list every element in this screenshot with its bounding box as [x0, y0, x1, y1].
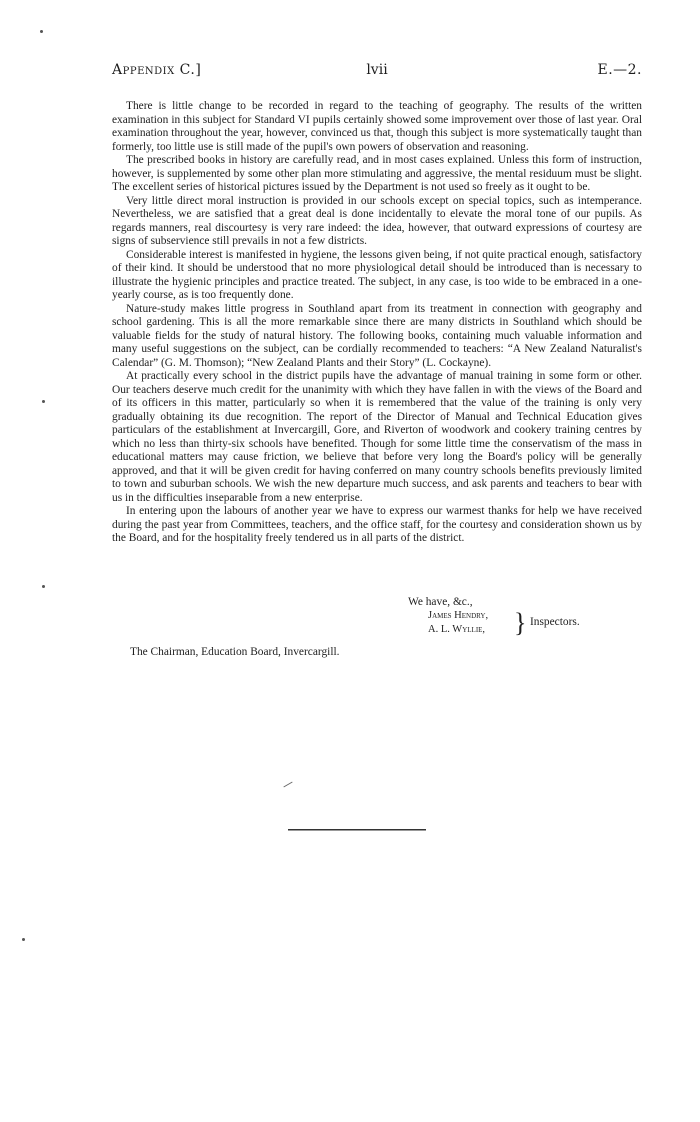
margin-speck — [40, 30, 43, 33]
brace-glyph: } — [514, 607, 527, 638]
end-rule — [288, 829, 426, 831]
signature-block — [112, 596, 642, 640]
document-code: E.—2. — [597, 62, 642, 78]
paragraph-manual-training: At practically every school in the district pupils have the advantage of manual training in some form or other. Our teachers deserve much credit for the unanimity with which they have fallen in with the views of the Board and of its officers in this matter, particularly so when it is remembered that the value of the training is only very gradually obtaining its due recognition. The report of the Director of Manual and Technical Education gives particulars of the establishment at Invercargill, Gore, and Riverton of woodwork and cookery training centres by which no less than thirty-six schools have benefited. Though for some little time the conservatism of the mass in educational matters may cause friction, we believe that before very long the Board's policy will be generally approved, and that it will be given credit for having conferred on many country schools benefits previously limited to town and suburban schools. We wish the new departure much success, and ask parents and teachers to bear with us in the difficulties inseparable from a new enterprise. — [112, 370, 642, 504]
paragraph-history: The prescribed books in history are carefully read, and in most cases explained. Unless this form of instruction, however, is supplemented by some other plan more stimulating and aggressive, the mental residuum must be slight. The excellent series of historical pictures issued by the Department is not used so freely as it ought to be. — [112, 154, 642, 193]
paragraph-moral-instruction: Very little direct moral instruction is provided in our schools except on special topics, such as intemperance. Nevertheless, we are satisfied that a great deal is done incidentally to elevate the moral tone of our pupils. As regards manners, real discourtesy is very rare indeed: the idea, however, that outward expressions of courtesy are signs of subservience still prevails in not a few districts. — [112, 194, 642, 247]
paragraph-nature-study: Nature-study makes little progress in Southland apart from its treatment in connection with geography and school gardening. This is all the more remarkable since there are many districts in Southland which should be valuable fields for the study of natural history. The following books, containing much valuable information and many useful suggestions on the subject, can be cordially recommended to teachers: “A New Zealand Naturalist's Calendar” (G. M. Thomson); “New Zealand Plants and their Story” (L. Cockayne). — [112, 302, 642, 369]
addressee-line: The Chairman, Education Board, Invercargill. — [130, 646, 340, 658]
margin-speck — [42, 585, 45, 588]
paragraph-geography: There is little change to be recorded in regard to the teaching of geography. The results of the written examination in this subject for Standard VI pupils certainly showed some improvement over those of last year. Oral examination throughout the year, however, convinced us that, though this subject is more systematically taught than formerly, too little use is still made of the pupil's own powers of observation and reasoning. — [112, 100, 642, 153]
signatory-role: Inspectors. — [530, 616, 580, 628]
paragraph-hygiene: Considerable interest is manifested in hygiene, the lessons given being, if not quite practical enough, satisfactory of their kind. It should be understood that no more physiological detail should be introduced than is necessary to illustrate the hygienic principles and practice treated. The subject, in any case, is too wide to be embraced in a one-yearly course, as is too frequently done. — [112, 248, 642, 301]
closing-phrase: We have, &c., — [408, 596, 473, 608]
report-body — [112, 100, 642, 546]
page-number: lvii — [366, 62, 388, 78]
stray-pen-mark — [283, 782, 292, 788]
margin-speck — [22, 938, 25, 941]
signatory-name: James Hendry, — [428, 610, 489, 621]
margin-speck — [42, 400, 45, 403]
paragraph-thanks: In entering upon the labours of another year we have to express our warmest thanks for help we have received during the past year from Committees, teachers, and the office staff, for the courtesy and consideration shown us by the Board, and for the hospitality freely tendered us in all parts of the district. — [112, 505, 642, 544]
page-header — [112, 62, 642, 86]
appendix-label: Appendix C.] — [112, 62, 202, 78]
signatory-name: A. L. Wyllie, — [428, 624, 486, 635]
